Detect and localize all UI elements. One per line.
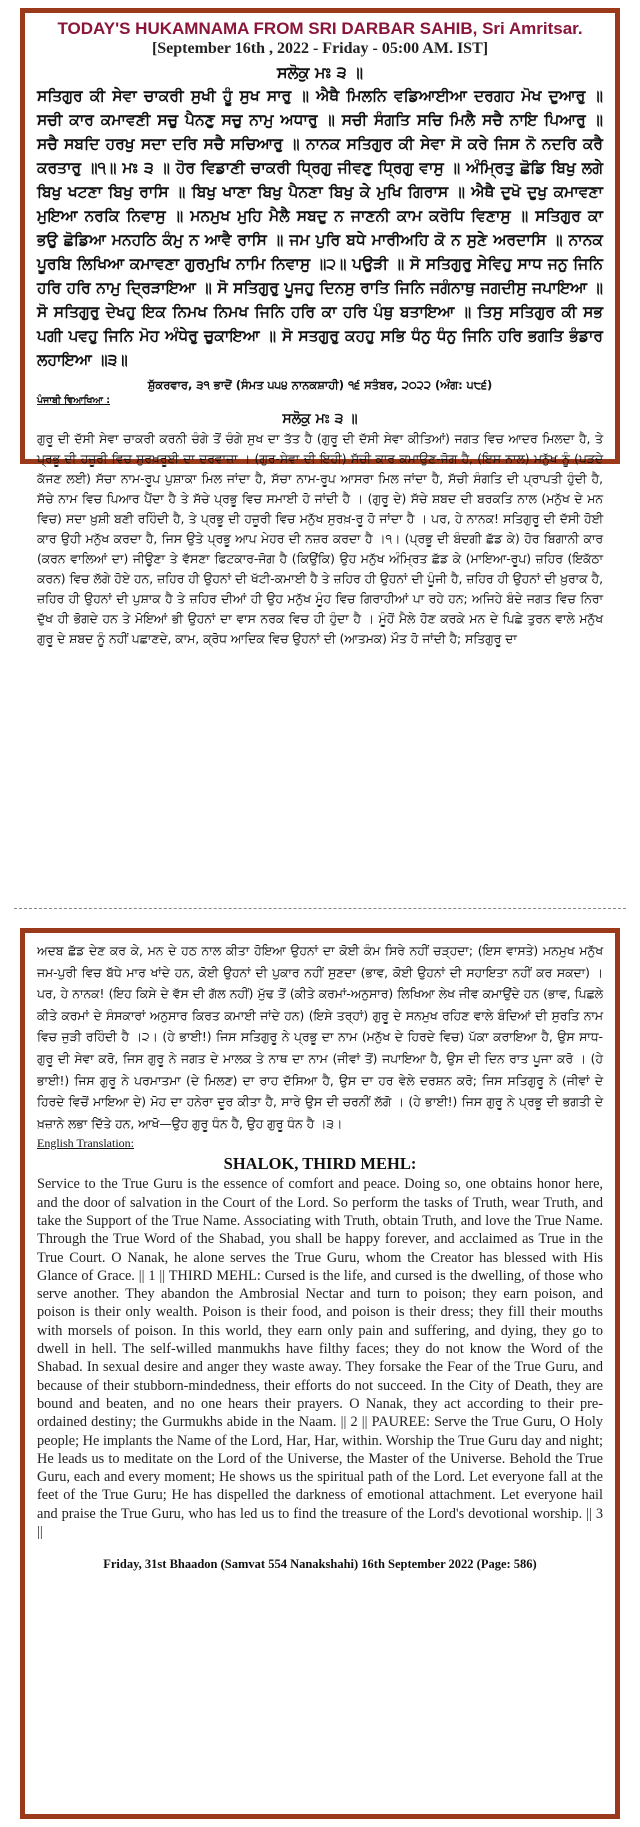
english-label: English Translation: [37, 1136, 135, 1151]
hukamnama-page-2 [20, 928, 620, 1819]
vyakhya-text-part1: ਗੁਰੂ ਦੀ ਦੱਸੀ ਸੇਵਾ ਚਾਕਰੀ ਕਰਨੀ ਚੰਗੇ ਤੋਂ ਚੰਗੇ ਸੁਖ ਦਾ ਤੱਤ ਹੈ (ਗੁਰੂ ਦੀ ਦੱਸੀ ਸੇਵਾ ਕੀਤਿਆਂ) ਜਗਤ ਵਿਚ ਆਦਰ ਮਿਲਦਾ ਹੈ, ਤੇ ਪ੍ਰਭੂ ਦੀ ਹਜ਼ੂਰੀ ਵਿਚ ਸੁਰਖ਼ਰੂਈ ਦਾ ਦਰਵਾਜ਼ਾ । (ਗੁਰ-ਸੇਵਾ ਦੀ ਇਹੀ) ਸੱਚੀ ਕਾਰ ਕਮਾਉਣ-ਜੋਗ ਹੈ, (ਇਸ ਨਾਲ) ਮਨੁੱਖ ਨੂੰ (ਪੜਦੇ ਕੱਜਣ ਲਈ) ਸੱਚਾ ਨਾਮ-ਰੂਪ ਪੁਸ਼ਾਕਾ ਮਿਲ ਜਾਂਦਾ ਹੈ, ਸੱਚਾ ਨਾਮ-ਰੂਪ ਆਸਰਾ ਮਿਲ ਜਾਂਦਾ ਹੈ, ਸੱਚੀ ਸੰਗਤਿ ਦੀ ਪ੍ਰਾਪਤੀ ਹੁੰਦੀ ਹੈ, ਸੱਚੇ ਨਾਮ ਵਿਚ ਪਿਆਰ ਪੈਂਦਾ ਹੈ ਤੇ ਸੱਚੇ ਪ੍ਰਭੂ ਵਿਚ ਸਮਾਈ ਹੋ ਜਾਂਦੀ ਹੈ । (ਗੁਰੂ ਦੇ) ਸੱਚੇ ਸ਼ਬਦ ਦੀ ਬਰਕਤਿ ਨਾਲ (ਮਨੁੱਖ ਦੇ ਮਨ ਵਿਚ) ਸਦਾ ਖ਼ੁਸ਼ੀ ਬਣੀ ਰਹਿੰਦੀ ਹੈ, ਤੇ ਪ੍ਰਭੂ ਦੀ ਹਜ਼ੂਰੀ ਵਿਚ ਮਨੁੱਖ ਸੁਰਖ਼-ਰੂ ਹੋ ਜਾਂਦਾ ਹੈ । ਪਰ, ਹੇ ਨਾਨਕ! ਸਤਿਗੁਰੂ ਦੀ ਦੱਸੀ ਹੋਈ ਕਾਰ ਉਹੀ ਮਨੁੱਖ ਕਰਦਾ ਹੈ, ਜਿਸ ਉਤੇ ਪ੍ਰਭੂ ਆਪ ਮੇਹਰ ਦੀ ਨਜ਼ਰ ਕਰਦਾ ਹੈ ।੧। (ਪ੍ਰਭੂ ਦੀ ਬੰਦਗੀ ਛੱਡ ਕੇ) ਹੋਰ ਬਿਗਾਨੀ ਕਾਰ (ਕਰਨ ਵਾਲਿਆਂ ਦਾ) ਜੀਊਣਾ ਤੇ ਵੱਸਣਾ ਫਿਟਕਾਰ-ਜੋਗ ਹੈ (ਕਿਉਂਕਿ) ਉਹ ਮਨੁੱਖ ਅੰਮ੍ਰਿਤ ਛੱਡ ਕੇ (ਮਾਇਆ-ਰੂਪ) ਜ਼ਹਿਰ (ਇਕੱਠਾ ਕਰਨ) ਵਿਚ ਲੱਗੇ ਹੋਏ ਹਨ, ਜ਼ਹਿਰ ਹੀ ਉਹਨਾਂ ਦੀ ਖੱਟੀ-ਕਮਾਈ ਹੈ ਤੇ ਜ਼ਹਿਰ ਹੀ ਉਹਨਾਂ ਦੀ ਪੂੰਜੀ ਹੈ, ਜ਼ਹਿਰ ਹੀ ਉਹਨਾਂ ਦੀ ਖ਼ੁਰਾਕ ਹੈ, ਜ਼ਹਿਰ ਹੀ ਉਹਨਾਂ ਦੀ ਪੁਸ਼ਾਕ ਹੈ ਤੇ ਜ਼ਹਿਰ ਦੀਆਂ ਹੀ ਉਹ ਮਨੁੱਖ ਮੂੰਹ ਵਿਚ ਗਿਰਾਹੀਆਂ ਪਾ ਰਹੇ ਹਨ; ਅਜਿਹੇ ਬੰਦੇ ਜਗਤ ਵਿਚ ਨਿਰਾ ਦੁੱਖ ਹੀ ਭੋਗਦੇ ਹਨ ਤੇ ਮੋਇਆਂ ਭੀ ਉਹਨਾਂ ਦਾ ਵਾਸ ਨਰਕ ਵਿਚ ਹੀ ਹੁੰਦਾ ਹੈ । ਮੂੰਹੋਂ ਮੈਲੇ ਹੋਣ ਕਰਕੇ ਮਨ ਦੇ ਪਿਛੇ ਤੁਰਨ ਵਾਲੇ ਮਨੁੱਖ ਗੁਰੂ ਦੇ ਸ਼ਬਦ ਨੂੰ ਨਹੀਂ ਪਛਾਣਦੇ, ਕਾਮ, ਕ੍ਰੋਧ ਆਦਿਕ ਵਿਚ ਉਹਨਾਂ ਦੀ (ਆਤਮਕ) ਮੌਤ ਹੋ ਜਾਂਦੀ ਹੈ; ਸਤਿਗੁਰੂ ਦਾ [37, 432, 603, 646]
hukamnama-title: TODAY'S HUKAMNAMA FROM SRI DARBAR SAHIB, Sri Amritsar. [57, 19, 583, 38]
hukamnama-date-header: [September 16th , 2022 - Friday - 05:00 AM. IST] [151, 40, 489, 57]
gurbani-heading: ਸਲੋਕੁ ਮਃ ੩ ॥ [277, 63, 363, 82]
hukamnama-page-1 [20, 8, 620, 646]
english-footer: Friday, 31st Bhaadon (Samvat 554 Nanakshahi) 16th September 2022 (Page: 586) [103, 1557, 537, 1572]
vyakhya-heading: ਸਲੋਕੁ ਮਃ ੩ ॥ [282, 411, 358, 427]
vyakhya-text-part2: ਅਦਬ ਛੱਡ ਦੇਣ ਕਰ ਕੇ, ਮਨ ਦੇ ਹਠ ਨਾਲ ਕੀਤਾ ਹੋਇਆ ਉਹਨਾਂ ਦਾ ਕੋਈ ਕੰਮ ਸਿਰੇ ਨਹੀਂ ਚੜ੍ਹਦਾ; (ਇਸ ਵਾਸਤੇ) ਮਨਮੁਖ ਮਨੁੱਖ ਜਮ-ਪੁਰੀ ਵਿਚ ਬੱਧੇ ਮਾਰ ਖਾਂਦੇ ਹਨ, ਕੋਈ ਉਹਨਾਂ ਦੀ ਪੁਕਾਰ ਨਹੀਂ ਸੁਣਦਾ (ਭਾਵ, ਕੋਈ ਉਹਨਾਂ ਦੀ ਸਹਾਇਤਾ ਨਹੀਂ ਕਰ ਸਕਦਾ) । ਪਰ, ਹੇ ਨਾਨਕ! (ਇਹ ਕਿਸੇ ਦੇ ਵੱਸ ਦੀ ਗੱਲ ਨਹੀਂ) ਮੁੱਢ ਤੋਂ (ਕੀਤੇ ਕਰਮਾਂ-ਅਨੁਸਾਰ) ਲਿਖਿਆ ਲੇਖ ਜੀਵ ਕਮਾਉਂਦੇ ਹਨ (ਭਾਵ, ਪਿਛਲੇ ਕੀਤੇ ਕਰਮਾਂ ਦੇ ਸੰਸਕਾਰਾਂ ਅਨੁਸਾਰ ਕਿਰਤ ਕਮਾਈ ਜਾਂਦੇ ਹਨ) (ਇਸੇ ਤਰ੍ਹਾਂ) ਗੁਰੂ ਦੇ ਸਨਮੁਖ ਰਹਿਣ ਵਾਲੇ ਬੰਦਿਆਂ ਦੀ ਸੁਰਤਿ ਨਾਮ ਵਿਚ ਜੁੜੀ ਰਹਿੰਦੀ ਹੈ ।੨। (ਹੇ ਭਾਈ!) ਜਿਸ ਸਤਿਗੁਰੂ ਨੇ ਪ੍ਰਭੂ ਦਾ ਨਾਮ (ਮਨੁੱਖ ਦੇ ਹਿਰਦੇ ਵਿਚ) ਪੱਕਾ ਕਰਾਇਆ ਹੈ, ਉਸ ਸਾਧ-ਗੁਰੂ ਦੀ ਸੇਵਾ ਕਰੋ, ਜਿਸ ਗੁਰੂ ਨੇ ਜਗਤ ਦੇ ਮਾਲਕ ਤੇ ਨਾਥ ਦਾ ਨਾਮ (ਜੀਵਾਂ ਤੋਂ) ਜਪਾਇਆ ਹੈ, ਉਸ ਦੀ ਦਿਨ ਰਾਤ ਪੂਜਾ ਕਰੋ । (ਹੇ ਭਾਈ!) ਜਿਸ ਗੁਰੂ ਨੇ ਪਰਮਾਤਮਾ (ਦੇ ਮਿਲਣ) ਦਾ ਰਾਹ ਦੱਸਿਆ ਹੈ, ਉਸ ਦਾ ਹਰ ਵੇਲੇ ਦਰਸ਼ਨ ਕਰੋ; ਜਿਸ ਸਤਿਗੁਰੂ ਨੇ (ਜੀਵਾਂ ਦੇ ਹਿਰਦੇ ਵਿਚੋਂ ਮਾਇਆ ਦੇ) ਮੋਹ ਦਾ ਹਨੇਰਾ ਦੂਰ ਕੀਤਾ ਹੈ, ਸਾਰੇ ਉਸ ਦੀ ਚਰਨੀਂ ਲੱਗੋ । (ਹੇ ਭਾਈ!) ਜਿਸ ਗੁਰੂ ਨੇ ਪ੍ਰਭੂ ਦੀ ਭਗਤੀ ਦੇ ਖ਼ਜ਼ਾਨੇ ਲਭਾ ਦਿੱਤੇ ਹਨ, ਆਖੋ—ਉਹ ਗੁਰੂ ਧੰਨ ਹੈ, ਉਹ ਗੁਰੂ ਧੰਨ ਹੈ ।੩। [37, 944, 603, 1131]
gurbani-text: ਸਤਿਗੁਰ ਕੀ ਸੇਵਾ ਚਾਕਰੀ ਸੁਖੀ ਹੂੰ ਸੁਖ ਸਾਰੁ ॥ ਐਥੈ ਮਿਲਨਿ ਵਡਿਆਈਆ ਦਰਗਹ ਮੋਖ ਦੁਆਰੁ ॥ ਸਚੀ ਕਾਰ ਕਮਾਵਣੀ ਸਚੁ ਪੈਨਣੁ ਸਚੁ ਨਾਮੁ ਅਧਾਰੁ ॥ ਸਚੀ ਸੰਗਤਿ ਸਚਿ ਮਿਲੈ ਸਚੈ ਨਾਇ ਪਿਆਰੁ ॥ ਸਚੈ ਸਬਦਿ ਹਰਖੁ ਸਦਾ ਦਰਿ ਸਚੈ ਸਚਿਆਰੁ ॥ ਨਾਨਕ ਸਤਿਗੁਰ ਕੀ ਸੇਵਾ ਸੋ ਕਰੇ ਜਿਸ ਨੋ ਨਦਰਿ ਕਰੈ ਕਰਤਾਰੁ ॥੧॥ ਮਃ ੩ ॥ ਹੋਰ ਵਿਡਾਣੀ ਚਾਕਰੀ ਧ੍ਰਿਗੁ ਜੀਵਣੁ ਧ੍ਰਿਗੁ ਵਾਸੁ ॥ ਅੰਮ੍ਰਿਤੁ ਛੋਡਿ ਬਿਖੁ ਲਗੇ ਬਿਖੁ ਖਟਣਾ ਬਿਖੁ ਰਾਸਿ ॥ ਬਿਖੁ ਖਾਣਾ ਬਿਖੁ ਪੈਨਣਾ ਬਿਖੁ ਕੇ ਮੁਖਿ ਗਿਰਾਸ ॥ ਐਥੈ ਦੁਖੋ ਦੁਖੁ ਕਮਾਵਣਾ ਮੁਇਆ ਨਰਕਿ ਨਿਵਾਸੁ ॥ ਮਨਮੁਖ ਮੁਹਿ ਮੈਲੈ ਸਬਦੁ ਨ ਜਾਣਨੀ ਕਾਮ ਕਰੋਧਿ ਵਿਣਾਸੁ ॥ ਸਤਿਗੁਰ ਕਾ ਭਉ ਛੋਡਿਆ ਮਨਹਠਿ ਕੰਮੁ ਨ ਆਵੈ ਰਾਸਿ ॥ ਜਮ ਪੁਰਿ ਬਧੇ ਮਾਰੀਅਹਿ ਕੋ ਨ ਸੁਣੇ ਅਰਦਾਸਿ ॥ ਨਾਨਕ ਪੂਰਬਿ ਲਿਖਿਆ ਕਮਾਵਣਾ ਗੁਰਮੁਖਿ ਨਾਮਿ ਨਿਵਾਸੁ ॥੨॥ ਪਉੜੀ ॥ ਸੋ ਸਤਿਗੁਰੁ ਸੇਵਿਹੁ ਸਾਧ ਜਨੁ ਜਿਨਿ ਹਰਿ ਹਰਿ ਨਾਮੁ ਦ੍ਰਿੜਾਇਆ ॥ ਸੋ ਸਤਿਗੁਰੁ ਪੂਜਹੁ ਦਿਨਸੁ ਰਾਤਿ ਜਿਨਿ ਜਗੰਨਾਥੁ ਜਗਦੀਸੁ ਜਪਾਇਆ ॥ ਸੋ ਸਤਿਗੁਰੁ ਦੇਖਹੁ ਇਕ ਨਿਮਖ ਨਿਮਖ ਜਿਨਿ ਹਰਿ ਕਾ ਹਰਿ ਪੰਥੁ ਬਤਾਇਆ ॥ ਤਿਸੁ ਸਤਿਗੁਰ ਕੀ ਸਭ ਪਗੀ ਪਵਹੁ ਜਿਨਿ ਮੋਹ ਅੰਧੇਰੁ ਚੁਕਾਇਆ ॥ ਸੋ ਸਤਗੁਰੁ ਕਹਹੁ ਸਭਿ ਧੰਨੁ ਧੰਨੁ ਜਿਨਿ ਹਰਿ ਭਗਤਿ ਭੰਡਾਰ ਲਹਾਇਆ ॥੩॥ [37, 87, 603, 369]
english-heading: SHALOK, THIRD MEHL: [223, 1154, 417, 1174]
gurbani-date-line: ਸ਼ੁੱਕਰਵਾਰ, ੩੧ ਭਾਦੋਂ (ਸੰਮਤ ੫੫੪ ਨਾਨਕਸ਼ਾਹੀ) ੧੬ ਸਤੰਬਰ, ੨੦੨੨ (ਅੰਗ: ੫੮੬) [147, 378, 493, 392]
english-text: Service to the True Guru is the essence of comfort and peace. Doing so, one obtains honor here, and the door of salvation in the Court of the Lord. So perform the tasks of Truth, wear Truth, and take the Support of the True Name. Associating with Truth, obtain Truth, and love the True Name. Through the True Word of the Shabad, you shall be happy forever, and acclaimed as True in the True Court. O Nanak, he alone serves the True Guru, whom the Creator has blessed with His Glance of Grace. || 1 || THIRD MEHL: Cursed is the life, and cursed is the dwelling, of those who serve another. They abandon the Ambrosial Nectar and turn to poison; they earn poison, and poison is their only wealth. Poison is their food, and poison is their dress; they fill their mouths with morsels of poison. In this world, they earn only pain and suffering, and dying, they go to dwell in hell. The self-willed manmukhs have filthy faces; they do not know the Word of the Shabad. In sexual desire and anger they waste away. They forsake the Fear of the True Guru, and because of their stubborn-mindedness, their efforts do not succeed. In the City of Death, they are bound and beaten, and no one hears their prayers. O Nanak, they act according to their pre-ordained destiny; the Gurmukhs abide in the Naam. || 2 || PAUREE: Serve the True Guru, O Holy people; He implants the Name of the Lord, Har, Har, within. Worship the True Guru day and night; He leads us to meditate on the Lord of the Universe, the Master of the Universe. Behold the True Guru, each and every moment; He shows us the spiritual path of the Lord. Let everyone fall at the feet of the True Guru; He has dispelled the darkness of emotional attachment. Let everyone hail and praise the True Guru, who has led us to find the treasure of the Lord's devotional worship. || 3 || [37, 1176, 603, 1540]
vyakhya-label: ਪੰਜਾਬੀ ਵਿਆਖਿਆ : [37, 395, 111, 406]
page-separator [14, 908, 626, 909]
